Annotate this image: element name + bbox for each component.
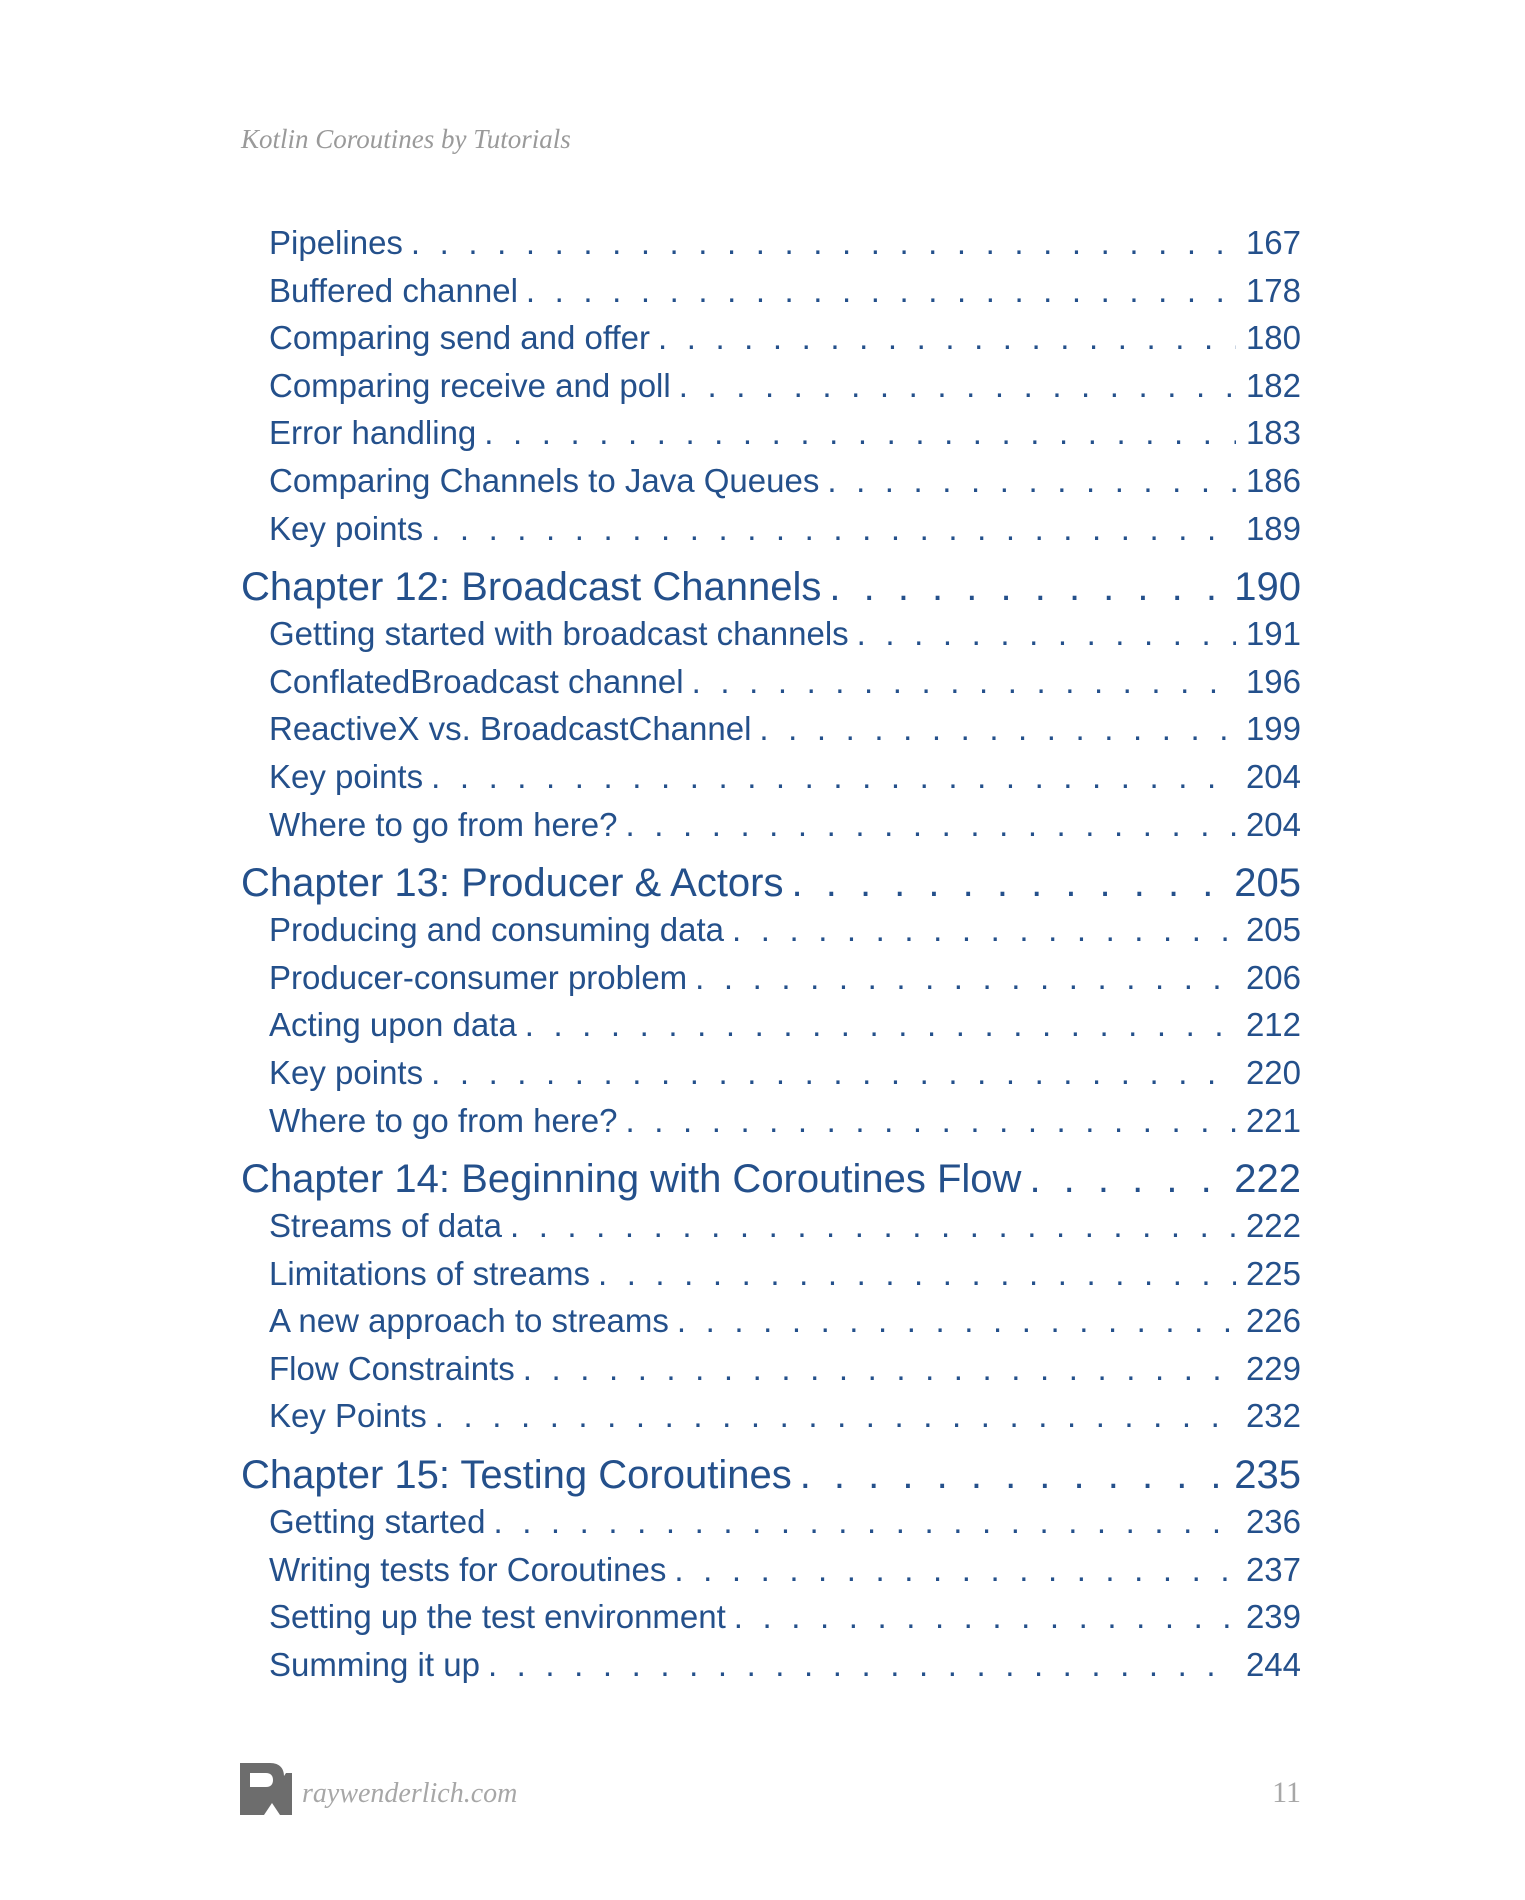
- toc-section-title: A new approach to streams: [269, 1302, 669, 1340]
- toc-section-key-points[interactable]: [269, 510, 1301, 558]
- toc-section-key-points[interactable]: [269, 758, 1301, 806]
- toc-section-title: ReactiveX vs. BroadcastChannel: [269, 710, 752, 748]
- toc-page-number: 204: [1245, 757, 1301, 795]
- toc-page-number: 206: [1245, 958, 1301, 996]
- raywenderlich-logo-icon: [240, 1763, 292, 1815]
- dot-leader: [488, 1646, 1236, 1684]
- toc-chapter-title: Chapter 12: Broadcast Channels: [241, 565, 822, 610]
- toc-section-title: Limitations of streams: [269, 1254, 590, 1292]
- toc-section-title: Writing tests for Coroutines: [269, 1550, 667, 1588]
- toc-page-number: 186: [1245, 461, 1301, 499]
- toc-section-title: Producer-consumer problem: [269, 958, 688, 996]
- toc-page-number: 239: [1245, 1598, 1301, 1636]
- dot-leader: [679, 367, 1236, 405]
- toc-page-number: 221: [1245, 1101, 1301, 1139]
- toc-page-number: 178: [1245, 271, 1301, 309]
- toc-section-summing-it-up[interactable]: [269, 1646, 1301, 1694]
- toc-page-number: 232: [1245, 1397, 1301, 1435]
- toc-section-title: Comparing send and offer: [269, 319, 650, 357]
- toc-section-key-points[interactable]: [269, 1054, 1301, 1102]
- toc-page-number: 222: [1245, 1207, 1301, 1245]
- toc-section-getting-started[interactable]: [269, 1503, 1301, 1551]
- dot-leader: [411, 224, 1236, 262]
- dot-leader: [677, 1302, 1236, 1340]
- toc-section-where-to-go[interactable]: [269, 1102, 1301, 1150]
- dot-leader: [1029, 1157, 1224, 1202]
- toc-page-number: 205: [1245, 911, 1301, 949]
- toc-section-title: Comparing Channels to Java Queues: [269, 461, 820, 499]
- dot-leader: [431, 510, 1236, 548]
- toc-section-title: Key points: [269, 757, 424, 795]
- dot-leader: [523, 1350, 1236, 1388]
- dot-leader: [792, 861, 1225, 906]
- toc-chapter-12[interactable]: [241, 565, 1301, 612]
- toc-page-number: 244: [1245, 1645, 1301, 1683]
- toc-page-number: 204: [1245, 805, 1301, 843]
- toc-section-error-handling[interactable]: [269, 414, 1301, 462]
- toc-section-reactivex-vs-broadcast[interactable]: [269, 710, 1301, 758]
- dot-leader: [626, 1102, 1236, 1140]
- toc-chapter-15[interactable]: [241, 1453, 1301, 1500]
- toc-section-comparing-send-and-offer[interactable]: [269, 319, 1301, 367]
- toc-section-flow-constraints[interactable]: [269, 1350, 1301, 1398]
- toc-page-number: 229: [1245, 1349, 1301, 1387]
- dot-leader: [526, 272, 1236, 310]
- toc-page-number: 220: [1245, 1053, 1301, 1091]
- toc-page-number: 222: [1234, 1157, 1301, 1202]
- toc-page-number: 196: [1245, 662, 1301, 700]
- dot-leader: [829, 565, 1224, 610]
- running-head: Kotlin Coroutines by Tutorials: [241, 124, 571, 154]
- toc-section-title: Getting started: [269, 1503, 486, 1541]
- dot-leader: [827, 462, 1236, 500]
- toc-page-number: 205: [1234, 861, 1301, 906]
- toc-page-number: 190: [1234, 565, 1301, 610]
- toc-section-streams-of-data[interactable]: [269, 1207, 1301, 1255]
- toc-section-title: Setting up the test environment: [269, 1598, 726, 1636]
- dot-leader: [431, 1054, 1236, 1092]
- toc-page-number: 183: [1245, 414, 1301, 452]
- toc-page-number: 182: [1245, 366, 1301, 404]
- toc-chapter-title: Chapter 15: Testing Coroutines: [241, 1453, 792, 1498]
- toc-chapter-title: Chapter 13: Producer & Actors: [241, 861, 784, 906]
- dot-leader: [759, 710, 1236, 748]
- toc-chapter-14[interactable]: [241, 1157, 1301, 1204]
- toc-section-title: Pipelines: [269, 224, 403, 261]
- dot-leader: [692, 663, 1236, 701]
- dot-leader: [598, 1255, 1236, 1293]
- dot-leader: [510, 1207, 1236, 1245]
- dot-leader: [732, 911, 1236, 949]
- toc-section-title: Key points: [269, 509, 424, 547]
- toc-section-title: Getting started with broadcast channels: [269, 615, 849, 653]
- toc-page-number: 199: [1245, 710, 1301, 748]
- toc-page-number: 225: [1245, 1254, 1301, 1292]
- dot-leader: [734, 1598, 1236, 1636]
- dot-leader: [800, 1453, 1225, 1498]
- toc-section-title: Buffered channel: [269, 271, 518, 309]
- toc-page-number: 236: [1245, 1503, 1301, 1541]
- toc-section-title: Error handling: [269, 414, 477, 452]
- toc-section-title: Key points: [269, 1053, 424, 1091]
- dot-leader: [857, 615, 1236, 653]
- toc-page-number: 237: [1245, 1550, 1301, 1588]
- toc-section-title: Producing and consuming data: [269, 911, 724, 949]
- toc-section-new-approach-streams[interactable]: [269, 1302, 1301, 1350]
- toc-chapter-13[interactable]: [241, 861, 1301, 908]
- toc-chapter-title: Chapter 14: Beginning with Coroutines Flow: [241, 1157, 1022, 1202]
- dot-leader: [525, 1006, 1236, 1044]
- toc-section-title: Streams of data: [269, 1207, 502, 1245]
- toc-section-writing-tests[interactable]: [269, 1551, 1301, 1599]
- toc-section-title: Summing it up: [269, 1645, 480, 1683]
- toc-section-pipelines[interactable]: [269, 224, 1301, 272]
- toc-section-key-points[interactable]: [269, 1397, 1301, 1445]
- toc-section-producer-consumer-problem[interactable]: [269, 959, 1301, 1007]
- toc-section-comparing-receive-and-poll[interactable]: [269, 367, 1301, 415]
- dot-leader: [658, 319, 1236, 357]
- dot-leader: [493, 1503, 1235, 1541]
- toc-section-title: Where to go from here?: [269, 1101, 618, 1139]
- dot-leader: [484, 414, 1236, 452]
- dot-leader: [435, 1397, 1236, 1435]
- footer-page-number: 11: [1272, 1776, 1301, 1809]
- toc-page-number: 167: [1245, 224, 1301, 261]
- dot-leader: [626, 806, 1236, 844]
- toc-section-limitations-of-streams[interactable]: [269, 1255, 1301, 1303]
- dot-leader: [674, 1551, 1236, 1589]
- toc-section-title: Acting upon data: [269, 1006, 517, 1044]
- toc-page-number: 180: [1245, 319, 1301, 357]
- dot-leader: [431, 758, 1236, 796]
- toc-section-getting-started-broadcast[interactable]: [269, 615, 1301, 663]
- toc-section-title: Comparing receive and poll: [269, 366, 671, 404]
- toc-section-producing-consuming[interactable]: [269, 911, 1301, 959]
- toc-page-number: 235: [1234, 1453, 1301, 1498]
- toc-section-buffered-channel[interactable]: [269, 272, 1301, 320]
- toc-page-number: 212: [1245, 1006, 1301, 1044]
- toc-section-channels-vs-java-queues[interactable]: [269, 462, 1301, 510]
- toc-page-number: 191: [1245, 615, 1301, 653]
- toc-page-number: 226: [1245, 1302, 1301, 1340]
- toc-page-number: 189: [1245, 509, 1301, 547]
- toc-section-where-to-go[interactable]: [269, 806, 1301, 854]
- toc-section-acting-upon-data[interactable]: [269, 1006, 1301, 1054]
- dot-leader: [695, 959, 1236, 997]
- toc-section-title: Flow Constraints: [269, 1349, 515, 1387]
- toc-section-title: ConflatedBroadcast channel: [269, 662, 684, 700]
- footer-site-link[interactable]: raywenderlich.com: [302, 1778, 518, 1809]
- toc-section-test-environment[interactable]: [269, 1598, 1301, 1646]
- toc-section-conflated-broadcast[interactable]: [269, 663, 1301, 711]
- toc-section-title: Key Points: [269, 1397, 427, 1435]
- table-of-contents: [241, 224, 1301, 1693]
- toc-section-title: Where to go from here?: [269, 805, 618, 843]
